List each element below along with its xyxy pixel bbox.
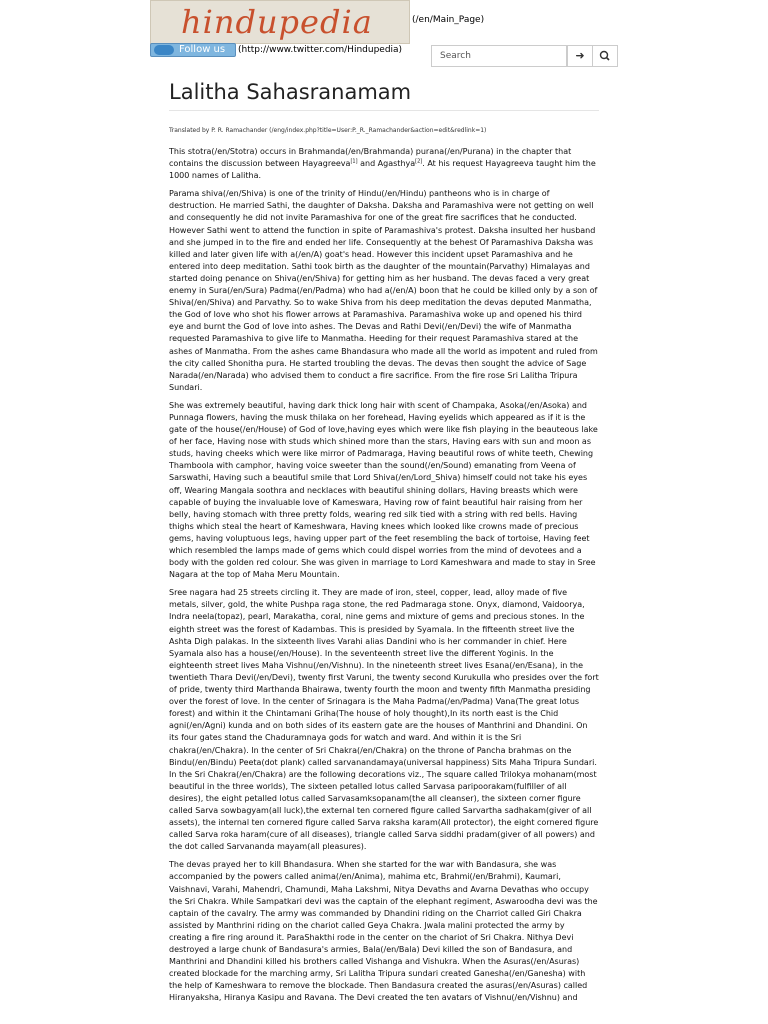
title-divider [169, 110, 599, 111]
site-logo[interactable] [150, 0, 410, 44]
paragraph-text: . At his request Hayagreeva taught him the 1000 names of Lalitha. [169, 159, 596, 181]
paragraph-text: and Agasthya [357, 159, 416, 169]
reference-link[interactable]: [1] [350, 158, 358, 165]
follow-us-label: Follow us [179, 44, 226, 55]
logo-text: hindupedia [181, 3, 373, 41]
main-page-link[interactable]: (/en/Main_Page) [412, 15, 485, 25]
twitter-link[interactable]: (http://www.twitter.com/Hindupedia) [238, 45, 403, 55]
search-input[interactable] [431, 45, 567, 67]
reference-link[interactable]: [2] [415, 158, 423, 165]
article-body [169, 146, 599, 1010]
paragraph-text: This stotra(/en/Stotra) occurs in Brahmanda(/en/Brahmanda) purana(/en/Purana) in the chapter that contains the discussion between Hayagreeva [169, 147, 572, 169]
paragraph-2: Parama shiva(/en/Shiva) is one of the trinity of Hindu(/en/Hindu) pantheons who is in charge of destruction. He married Sathi, the daughter of Daksha. Daksha and Paramashiva were not getting on well and consequently he did not invite Paramashiva for one of the great fire sacrifices that he conducted. However Sathi went to attend the function in spite of Paramashiva's protest. Daksha insulted her husband and she jumped in to the fire and ended her life. Consequently at the behest Of Paramashiva Daksha was killed and later given life with a(/en/A) goat's head. However this incident upset Paramashiva and he entered into deep meditation. Sathi took birth as the daughter of the mountain(Parvathy) Himalayas and started doing penance on Shiva(/en/Shiva) for getting him as her husband. The devas faced a very great enemy in Sura(/en/Sura) Padma(/en/Padma) who had a(/en/A) boon that he could be killed only by a son of Shiva(/en/Shiva) and Parvathy. So to wake Shiva from his deep meditation the devas deputed Manmatha, the God of love who shot his flower arrows at Paramashiva. Paramashiva woke up and opened his third eye and burnt the God of love into ashes. The Devas and Rathi Devi(/en/Devi) the wife of Manmatha requested Paramashiva to give life to Manmatha. Heeding for their request Paramashiva stared at the ashes of Manmatha. From the ashes came Bhandasura who made all the world as impotent and ruled from the city called Shonitha pura. He started troubling the devas. The devas then sought the advice of Sage Narada(/en/Narada) who advised them to conduct a fire sacrifice. From the fire rose Sri Lalitha Tripura Sundari. [169, 189, 598, 392]
search-placeholder: Search [440, 51, 471, 61]
paragraph-5: The devas prayed her to kill Bhandasura. When she started for the war with Bandasura, she was accompanied by the powers called anima(/en/Anima), mahima etc, Brahmi(/en/Brahmi), Kaumari, Vaishnavi, Varahi, Mahendri, Chamundi, Maha Lakshmi, Nitya Devaths and Avarna Devathas who occupy the Sri Chakra. While Sampatkari devi was the captain of the elephant regiment, Aswaroodha devi was the captain of the cavalry. The army was commanded by Dhandini riding on the Charriot called Giri Chakra assisted by Manthrini riding on the chariot called Geya Chakra. Jwala malini protected the army by creating a fire ring around it. ParaShakthi rode in the center on the chariot of Sri Chakra. Nithya Devi destroyed a large chunk of Bandasura's armies, Bala(/en/Bala) Devi killed the son of Bandasura, and Manthrini and Dhandini killed his brothers called Vishanga and Vishukra. When the Asuras(/en/Asuras) created blockade for the marching army, Sri Lalitha Tripura sundari created Ganesha(/en/Ganesha) with the help of Kameshwara to remove the blockade. Then Bandasura created the asuras(/en/Asuras) called Hiranyaksha, Hiranya Kasipu and Ravana. The Devi created the ten avatars of Vishnu(/en/Vishnu) and [169, 860, 598, 1003]
go-button[interactable] [567, 45, 593, 67]
translator-credit[interactable]: Translated by P. R. Ramachander (/eng/index.php?title=User:P._R._Ramachander&action=edit&redlink=1) [169, 127, 487, 134]
paragraph-1 [169, 146, 599, 182]
paragraph-4: Sree nagara had 25 streets circling it. They are made of iron, steel, copper, lead, alloy made of five metals, silver, gold, the white Pushpa raga stone, the red Padmaraga stone. Onyx, diamond, Vaidoorya, Indra neela(topaz), pearl, Marakatha, coral, nine gems and mixture of gems and precious stones. In the eighth street was the forest of Kadambas. This is presided by Syamala. In the fifteenth street live the Ashta Digh palakas. In the sixteenth lives Varahi alias Dandini who is her commander in chief. Here Syamala also has a house(/en/House). In the seventeenth street live the different Yoginis. In the eighteenth street lives Maha Vishnu(/en/Vishnu). In the nineteenth street lives Esana(/en/Esana), in the twentieth Thara Devi(/en/Devi), twenty first Varuni, the twenty second Kurukulla who presides over the fort of pride, twenty third Marthanda Bhairawa, twenty fourth the moon and twenty fifth Manmatha presiding over the forest of love. In the center of Srinagara is the Maha Padma(/en/Padma) Vana(The great lotus forest) and within it the Chintamani Griha(The house of holy thought),In its north east is the Chid agni(/en/Agni) kunda and on both sides of its eastern gate are the houses of Manthrini and Dhandini. On its four gates stand the Chaduramnaya gods for watch and ward. And within it is the Sri chakra(/en/Chakra). In the center of Sri Chakra(/en/Chakra) on the throne of Pancha brahmas on the Bindu(/en/Bindu) Peeta(dot plank) called sarvanandamaya(universal happiness) Sits Maha Tripura Sundari. In the Sri Chakra(/en/Chakra) are the following decorations viz., The square called Trilokya mohanam(most beautiful in the three worlds), The sixteen petalled lotus called Sarvasa paripoorakam(fulfiller of all desires), the eight petalled lotus called Sarvasamksopanam(the all cleanser), the sixteen corner figure called Sarva sowbagyam(all luck),the external ten cornered figure called Sarvartha sadhakam(giver of all assets), the internal ten cornered figure called Sarva raksha karam(All protector), the eight cornered figure called Sarva roka haram(cure of all diseases), triangle called Sarva siddhi pradam(giver of all powers) and the dot called Sarvananda mayam(all pleasures). [169, 588, 599, 852]
search-button[interactable] [592, 45, 618, 67]
twitter-bird-icon [154, 45, 174, 55]
search-icon [593, 46, 617, 66]
paragraph-3: She was extremely beautiful, having dark thick long hair with scent of Champaka, Asoka(/en/Asoka) and Punnaga flowers, having the musk thilaka on her forehead, Having eyelids which appeared as if it is the gate of the house(/en/House) of God of love,having eyes which were like fish playing in the beauteous lake of her face, Having nose with studs which shined more than the stars, Having ears with sun and moon as studs, having cheeks which were like mirror of Padmaraga, Having beautiful rows of white teeth, Chewing Thamboola with camphor, having voice sweeter than the sound(/en/Sound) emanating from Veena of Sarswathi, Having such a beautiful smile that Lord Shiva(/en/Lord_Shiva) himself could not take his eyes off, Wearing Mangala soothra and necklaces with beautiful shining dollars, Having breasts which were capable of buying the invaluable love of Kameswara, Having row of faint beautiful hair raising from her belly, having stomach with three pretty folds, wearing red silk tied with a string with red bells. Having thighs which steal the heart of Kameshwara, Having knees which looked like crowns made of precious gems, having voluptuous legs, having upper part of the feet resembling the back of tortoise, Having feet which resembled the lamps made of gems which could dispel worries from the mind of devotees and a body with the golden red colour. She was given in marriage to Lord Kameshwara and made to stay in Sree Nagara at the top of Maha Meru Mountain. [169, 400, 598, 580]
page-title: Lalitha Sahasranamam [169, 80, 412, 104]
follow-us-button[interactable] [150, 43, 236, 57]
arrow-right-icon: ➜ [575, 49, 585, 62]
